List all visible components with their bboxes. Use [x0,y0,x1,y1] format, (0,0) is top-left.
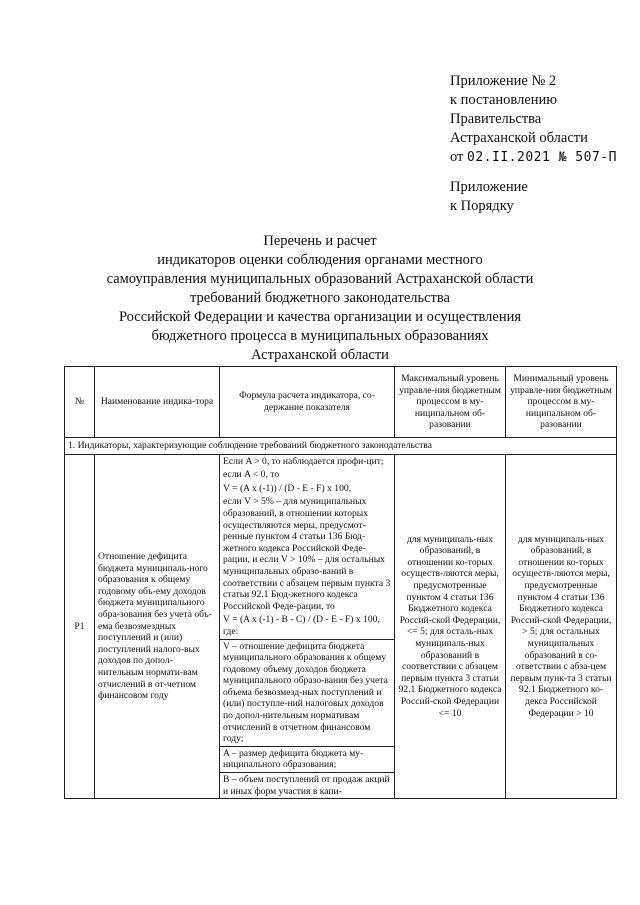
appendix-line: Правительства [450,111,542,127]
document-title [0,232,640,365]
title-line: Астраханской области [251,347,389,363]
appendix2-line: к Порядку [450,198,514,214]
appendix-date [450,148,635,167]
appendix-to-procedure [450,178,635,216]
row-min-level: для муниципаль-ных образований, в отношении ко-торых осуществ-ляются меры, предусмотренные пунктом 4 статьи 136 Бюджетного кодекса Россий-ской Федерации, > 5; для остальных муниципальных образований в со-ответствии с абза-цем первым пунк-та 3 статьи 92.1 Бюджетного ко-декса Российской Федерации > 10 [506,454,617,799]
appendix2-line: Приложение [450,179,528,195]
formula-line: V = (A x (-1) - B - C) / (D - E - F) x 100, где: [223,614,380,637]
header-formula: Формула расчета индикатора, со-держание показателя [220,367,395,438]
header-name: Наименование индика-тора [95,367,220,438]
title-line: самоуправления муниципальных образований Астраханской области [106,271,534,287]
header-num: № [65,367,95,438]
row-max-level: для муниципаль-ных образований, в отношении ко-торых осуществ-ляются меры, предусмотренные пунктом 4 статьи 136 Бюджетного кодекса Россий-ской Федерации, <= 5; для осталь-ных муниципаль-ных образований в соответствии с абзацем первым пункта 3 статьи 92.1 Бюджетного кодекса Россий-ской Федерации <= 10 [395,454,506,799]
header-min: Минимальный уровень управле-ния бюджетным процессом в му-ниципальном об-разовании [506,367,617,438]
appendix-line: Астраханской области [450,130,588,146]
formula-line: если V > 5% – для муниципальных образований, в отношении которых осуществляются меры, предусмот-ренные пунктом 4 статьи 136 Бюд-жетного кодекса Российской Феде-рации, и если V > 10% – для остальных муниципальных образо-ваний в соответствии с абзацем первым пункта 3 статьи 92.1 Бюд-жетного кодекса Российской Феде-рации, то [223,496,391,612]
appendix-line: к постановлению [450,92,558,108]
title-line: индикаторов оценки соблюдения органами местного [157,252,483,268]
date-prefix: от [450,149,464,165]
formula-line: Если A > 0, то наблюдается профи-цит; [223,455,384,467]
appendix-block [450,72,635,167]
section-title: 1. Индикаторы, характеризующие соблюдение требований бюджетного законодательства [65,438,617,455]
title-line: Перечень и расчет [263,233,377,249]
formula-line: V = (A x (-1)) / (D - E - F) x 100, [223,482,352,494]
title-line: бюджетного процесса в муниципальных образованиях [151,328,489,344]
section-row [65,438,617,455]
row-num: P1 [65,454,95,799]
table-row [65,454,617,799]
table-header-row [65,367,617,438]
formula-line: A – размер дефицита бюджета му-ниципального образования; [220,746,394,772]
indicators-table [64,366,617,799]
header-max: Максимальный уровень управле-ния бюджетным процессом в му-ниципальном об-разовании [395,367,506,438]
title-line: требований бюджетного законодательства [190,290,450,306]
formula-line: если A < 0, то [223,469,280,481]
formula-line: V – отношение дефицита бюджета муниципального образования к общему годовому объему доходов бюджета муниципального образо-вания без учета объема безвозмезд-ных поступлений и (или) поступле-ний налоговых доходов по допол-нительным нормативам отчислений в отчетном финансовом году; [220,639,394,746]
handwritten-date-number: 02.II.2021 № 507-П [467,150,617,165]
formula-line: B – объем поступлений от продаж акций и иных форм участия в капи- [220,772,394,798]
title-line: Российской Федерации и качества организации и осуществления [118,309,522,325]
appendix-line: Приложение № 2 [450,73,557,89]
row-indicator-name: Отношение дефицита бюджета муниципаль-ного образования к общему годовому объ-ему доходов бюджета муниципального обра-зования без учета объ-ема безвозмездных поступлений и (или) поступлений налого-вых доходов по допол-нительным нормати-вам отчислений в от-четном финансовом году [95,454,220,799]
row-formula [220,454,395,799]
